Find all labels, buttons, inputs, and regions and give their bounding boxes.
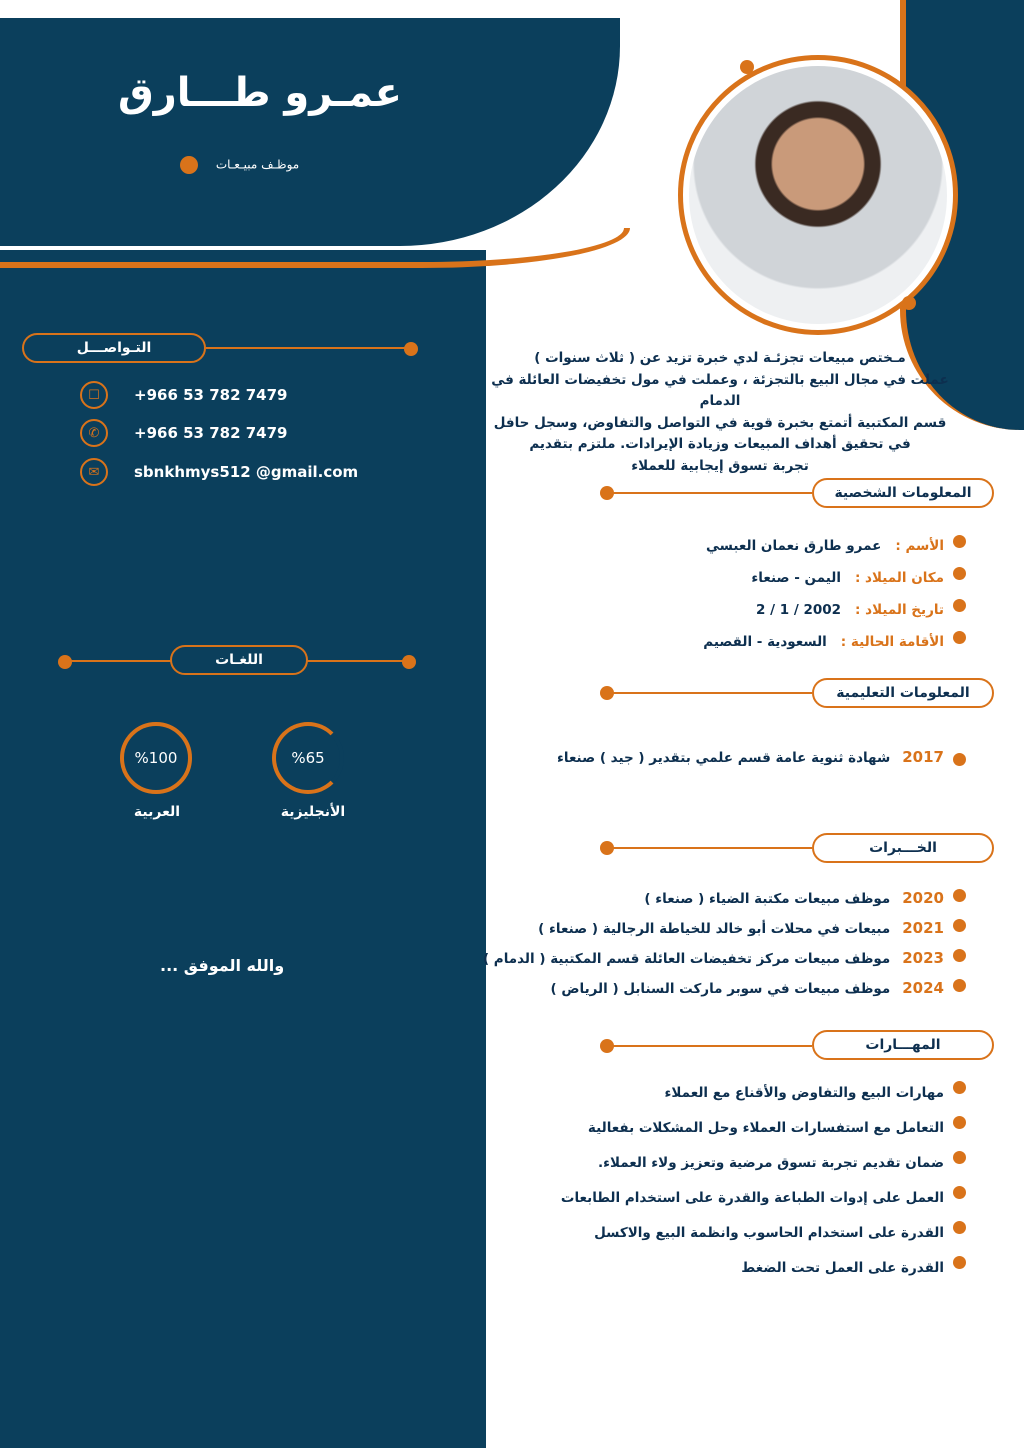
divider-dot — [58, 655, 72, 669]
divider — [606, 1045, 812, 1047]
list-item: مهارات البيع والتفاوض والأقناع مع العملاء — [561, 1076, 966, 1111]
phone-icon: ☐ — [80, 381, 108, 409]
personal-heading: المعلومات الشخصية — [812, 478, 994, 508]
contact-heading: التـواصـــل — [22, 333, 206, 363]
list-item: الأقامة الحالية :السعودية - القصيم — [703, 626, 966, 658]
list-item: 2024موظف مبيعات في سوبر ماركت السنابل ( الرياض ) — [483, 974, 966, 1004]
divider — [606, 692, 812, 694]
personal-info-list — [703, 530, 966, 658]
skills-heading: المهـــارات — [812, 1030, 994, 1060]
list-item: 2017شهادة ثنوية عامة قسم علمي بتقدير ( جيد ) صنعاء — [557, 748, 966, 766]
english-progress-ring: %65 — [272, 722, 344, 794]
list-item: 2023موظف مبيعات مركز تخفيضات العائلة قسم المكتبية ( الدمام ) — [483, 944, 966, 974]
email-icon: ✉ — [80, 458, 108, 486]
divider — [606, 492, 812, 494]
email-address[interactable]: sbnkhmys512 @gmail.com — [134, 463, 359, 481]
divider-dot — [402, 655, 416, 669]
list-item: 2021مبيعات في محلات أبو خالد للخياطة الرجالية ( صنعاء ) — [483, 914, 966, 944]
list-item: مكان الميلاد :اليمن - صنعاء — [703, 562, 966, 594]
photo-dot — [740, 60, 754, 74]
phone-row — [80, 381, 287, 409]
whatsapp-row — [80, 419, 287, 447]
closing-text: والله الموفق ... — [160, 956, 285, 975]
education-list — [557, 748, 966, 766]
divider-dot — [404, 342, 418, 356]
whatsapp-number[interactable]: +966 53 782 7479 — [134, 424, 288, 442]
candidate-name: عمـرو طـــارق — [118, 70, 402, 116]
divider-dot — [600, 841, 614, 855]
skills-list — [561, 1076, 966, 1286]
list-item: القدرة على استخدام الحاسوب وانظمة البيع والاكسل — [561, 1216, 966, 1251]
education-heading: المعلومات التعليمية — [812, 678, 994, 708]
list-item: القدرة على العمل تحت الضغط — [561, 1251, 966, 1286]
languages-heading: اللغـات — [170, 645, 308, 675]
arabic-progress-ring: %100 — [120, 722, 192, 794]
whatsapp-icon: ✆ — [80, 419, 108, 447]
experience-heading: الخـــبرات — [812, 833, 994, 863]
divider-dot — [600, 1039, 614, 1053]
list-item: 2020موظف مبيعات مكتبة الضياء ( صنعاء ) — [483, 884, 966, 914]
phone-number[interactable]: +966 53 782 7479 — [134, 386, 288, 404]
divider-dot — [600, 486, 614, 500]
email-row — [80, 458, 358, 486]
list-item: التعامل مع استفسارات العملاء وحل المشكلات بفعالية — [561, 1111, 966, 1146]
list-item: الأسم :عمرو طارق نعمان العبسي — [703, 530, 966, 562]
divider — [206, 347, 410, 349]
job-title: موظـف مبيـعـات — [180, 156, 299, 174]
divider — [606, 847, 812, 849]
header-banner — [0, 18, 620, 246]
language-english: الأنجليزية — [280, 804, 346, 820]
list-item: تاريخ الميلاد :2002 / 1 / 2 — [703, 594, 966, 626]
list-item: ضمان تقديم تجربة تسوق مرضية وتعزيز ولاء العملاء. — [561, 1146, 966, 1181]
photo-dot — [902, 296, 916, 310]
divider-dot — [600, 686, 614, 700]
profile-photo — [678, 55, 958, 335]
experience-list — [483, 884, 966, 1004]
list-item: العمل على إدوات الطباعة والقدرة على استخدام الطابعات — [561, 1181, 966, 1216]
language-arabic: العربية — [133, 804, 181, 820]
profile-summary: مـختص مبيعات تجزئـة لدي خبرة تزيد عن ( ثلاث سنوات ) عملت في مجال البيع بالتجزئة ، وعملت في مول تخفيضات العائلة في الدمام قسم المكتبية أتمتع بخبرة قوية في التواصل والتفاوض، وسجل حافل في تحقيق أهداف المبيعات وزيادة الإيرادات. ملتزم بتقديم تجربة تسوق إيجابية للعملاء — [491, 350, 949, 474]
